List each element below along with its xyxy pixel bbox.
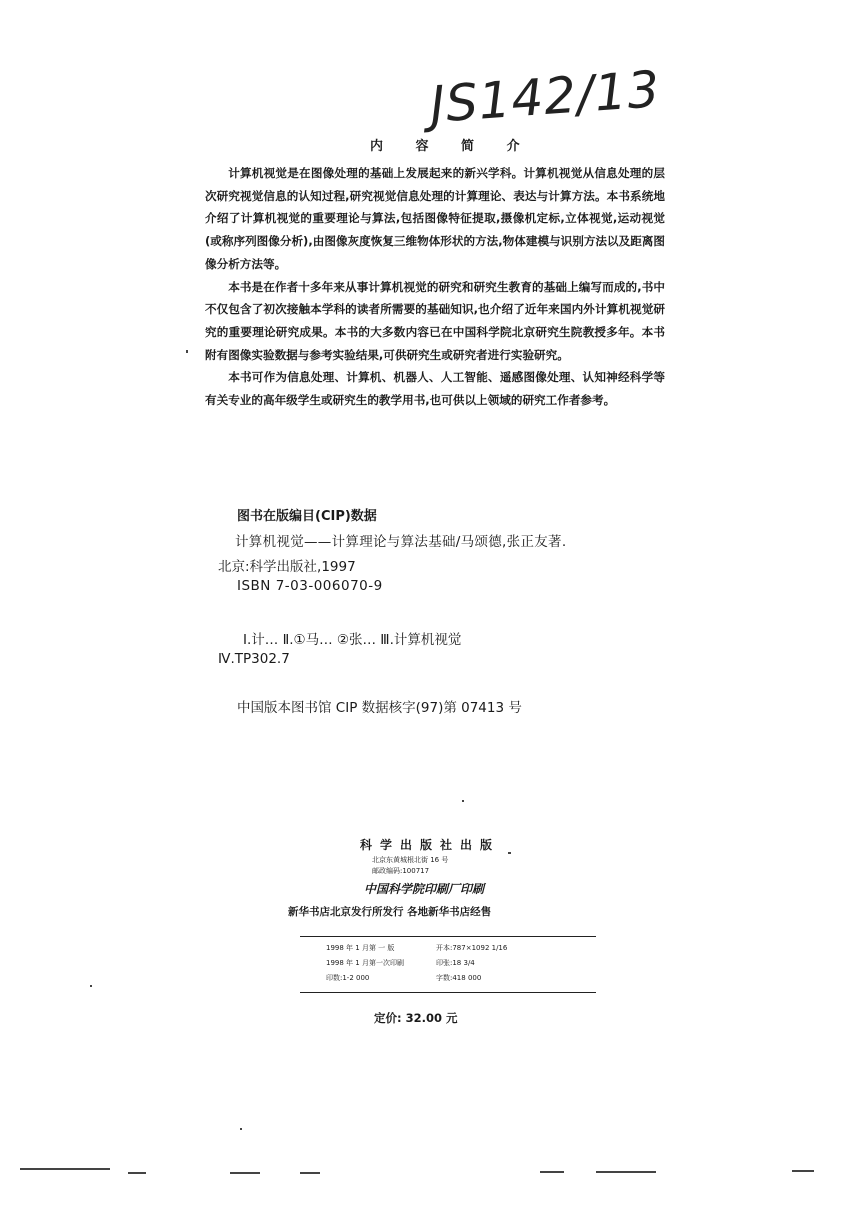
imprint-row	[326, 971, 596, 986]
cip-publisher-line: 北京:科学出版社,1997	[218, 559, 356, 575]
press-name: 科学出版社出版	[360, 838, 501, 852]
edition-info: 1998 年 1 月第 一 版	[326, 944, 395, 952]
intro-paragraph: 本书是在作者十多年来从事计算机视觉的研究和研究生教育的基础上编写而成的,书中不仅包含了初次接触本学科的读者所需要的基础知识,也介绍了近年来国内外计算机视觉研究的重要理论研究成果。本书的大多数内容已在中国科学院北京研究生院教授多年。本书附有图像实验数据与参考实验结果,可供研究生或研究者进行实验研究。	[205, 279, 665, 362]
imprint-row	[326, 956, 596, 971]
intro-text	[205, 162, 665, 412]
cip-classification: Ⅳ.TP302.7	[218, 651, 290, 667]
cip-check-number: 中国版本图书馆 CIP 数据核字(97)第 07413 号	[237, 700, 522, 716]
press-zip-code: 邮政编码:100717	[372, 867, 430, 875]
printer-name: 中国科学院印刷厂印刷	[364, 882, 485, 896]
printing-info: 1998 年 1 月第一次印刷	[326, 959, 404, 967]
press-address: 北京东黄城根北街 16 号	[372, 856, 449, 864]
imprint-row	[326, 941, 596, 956]
print-run-info: 印数:1-2 000	[326, 974, 370, 982]
intro-paragraph: 本书可作为信息处理、计算机、机器人、人工智能、遥感图像处理、认知神经科学等有关专业的高年级学生或研究生的教学用书,也可供以上领域的研究工作者参考。	[205, 370, 665, 408]
cip-isbn: ISBN 7-03-006070-9	[237, 578, 383, 594]
imprint-block	[300, 936, 596, 993]
distributor-line: 新华书店北京发行所发行 各地新华书店经售	[288, 906, 492, 918]
cip-title-line: 计算机视觉——计算理论与算法基础/马颂德,张正友著.	[235, 534, 567, 550]
price: 定价: 32.00 元	[374, 1011, 458, 1025]
cip-heading: 图书在版编目(CIP)数据	[237, 509, 377, 524]
handwritten-call-number: JS142/13	[428, 60, 663, 134]
cip-index-line: Ⅰ.计… Ⅱ.①马… ②张… Ⅲ.计算机视觉	[243, 632, 462, 648]
intro-paragraph: 计算机视觉是在图像处理的基础上发展起来的新兴学科。计算机视觉从信息处理的层次研究视觉信息的认知过程,研究视觉信息处理的计算理论、表达与计算方法。本书系统地介绍了计算机视觉的重要理论与算法,包括图像特征提取,摄像机定标,立体视觉,运动视觉(或称序列图像分析),由图像灰度恢复三维物体形状的方法,物体建模与识别方法以及距离图像分析方法等。	[205, 166, 665, 271]
intro-title: 内 容 简 介	[370, 139, 534, 154]
format-info: 开本:787×1092 1/16	[436, 944, 508, 952]
sheets-info: 印张:18 3/4	[436, 959, 475, 967]
word-count-info: 字数:418 000	[436, 974, 482, 982]
